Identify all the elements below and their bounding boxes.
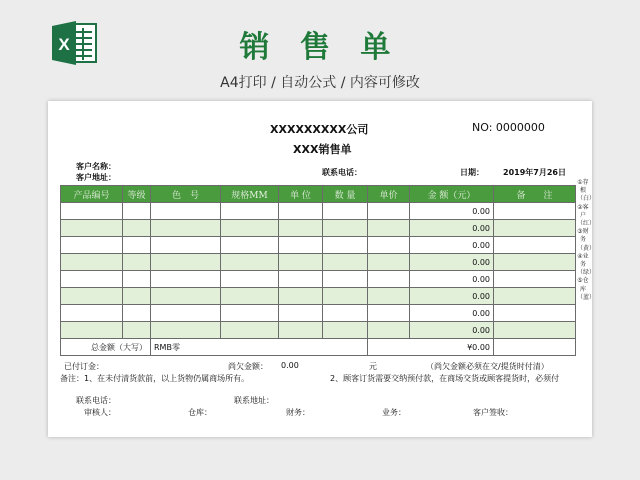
total-row	[61, 339, 576, 356]
table-row	[61, 254, 576, 271]
table-header-row	[61, 186, 576, 203]
cell[interactable]	[323, 220, 368, 237]
cell[interactable]	[279, 322, 323, 339]
owed-amount-value[interactable]: 0.00	[281, 361, 299, 370]
cell[interactable]	[279, 305, 323, 322]
header-color-number: 色 号	[151, 186, 221, 203]
amount-cell[interactable]: 0.00	[410, 237, 494, 254]
business-label: 业务：	[382, 408, 406, 417]
cell[interactable]	[61, 271, 123, 288]
table-row	[61, 203, 576, 220]
cell[interactable]	[494, 203, 576, 220]
table-row	[61, 237, 576, 254]
cell[interactable]	[279, 203, 323, 220]
cell[interactable]	[151, 271, 221, 288]
cell[interactable]	[61, 254, 123, 271]
cell[interactable]	[323, 288, 368, 305]
cell[interactable]	[123, 322, 151, 339]
cell[interactable]	[368, 305, 410, 322]
customer-signature-label: 客户签收：	[473, 408, 513, 417]
cell[interactable]	[323, 203, 368, 220]
amount-cell[interactable]: 0.00	[410, 322, 494, 339]
cell[interactable]	[279, 271, 323, 288]
cell[interactable]	[151, 288, 221, 305]
customer-address-label: 客户地址：	[76, 173, 116, 182]
amount-cell[interactable]: 0.00	[410, 271, 494, 288]
contact-phone-label: 联系电话：	[322, 168, 362, 177]
cell[interactable]	[323, 254, 368, 271]
footer-phone-label: 联系电话：	[76, 396, 116, 405]
cell[interactable]	[151, 254, 221, 271]
invoice-sheet	[48, 101, 596, 437]
header-quantity: 数 量	[323, 186, 368, 203]
cell[interactable]	[221, 220, 279, 237]
warehouse-label: 仓库：	[188, 408, 212, 417]
customer-name-label: 客户名称：	[76, 162, 116, 171]
remark-1: 备注：1、在未付清货款前，以上货物仍属商场所有。	[60, 374, 250, 383]
cell[interactable]	[368, 271, 410, 288]
remark-2: 2、顾客订货需要交纳预付款，在商场交货或顾客提货时，必须付	[330, 374, 560, 383]
cell[interactable]	[323, 237, 368, 254]
owed-amount-label: 尚欠金额：	[228, 362, 268, 371]
header-product-code: 产品编号	[61, 186, 123, 203]
amount-cell[interactable]: 0.00	[410, 305, 494, 322]
header-remarks: 备 注	[494, 186, 576, 203]
cell[interactable]	[61, 237, 123, 254]
cell[interactable]	[123, 305, 151, 322]
cell[interactable]	[151, 203, 221, 220]
total-amount-label: 总金额（大写）	[61, 339, 151, 356]
total-amount-words[interactable]: RMB零	[151, 339, 368, 356]
cell[interactable]	[494, 305, 576, 322]
table-row	[61, 271, 576, 288]
cell[interactable]	[151, 322, 221, 339]
table-row	[61, 305, 576, 322]
total-amount-value[interactable]: ¥0.00	[368, 339, 494, 356]
cell[interactable]	[221, 322, 279, 339]
cell[interactable]	[123, 254, 151, 271]
header-spec: 规格MM	[221, 186, 279, 203]
deposit-label: 已付订金：	[64, 362, 104, 371]
cell[interactable]	[61, 322, 123, 339]
cell[interactable]	[279, 288, 323, 305]
cell[interactable]	[221, 254, 279, 271]
cell[interactable]	[221, 237, 279, 254]
product-table	[60, 185, 576, 356]
cell[interactable]	[151, 220, 221, 237]
cell[interactable]	[123, 237, 151, 254]
cell[interactable]	[279, 237, 323, 254]
cell[interactable]	[221, 203, 279, 220]
table-row	[61, 288, 576, 305]
table-row	[61, 220, 576, 237]
finance-label: 财务：	[286, 408, 310, 417]
cell[interactable]	[151, 305, 221, 322]
cell[interactable]	[221, 271, 279, 288]
cell[interactable]	[494, 271, 576, 288]
cell[interactable]	[323, 322, 368, 339]
cell[interactable]	[61, 203, 123, 220]
amount-cell[interactable]: 0.00	[410, 288, 494, 305]
cell[interactable]	[123, 220, 151, 237]
cell[interactable]	[123, 203, 151, 220]
svg-text:X: X	[58, 35, 70, 54]
company-name[interactable]: XXXXXXXXX公司	[270, 123, 369, 136]
auditor-label: 审核人：	[84, 408, 116, 417]
cell[interactable]	[368, 288, 410, 305]
header-grade: 等级	[123, 186, 151, 203]
cell[interactable]	[61, 305, 123, 322]
amount-cell[interactable]: 0.00	[410, 203, 494, 220]
header-unit: 单 位	[279, 186, 323, 203]
header-amount: 金 额（元）	[410, 186, 494, 203]
cell[interactable]	[494, 322, 576, 339]
currency-unit: 元	[369, 362, 377, 371]
cell[interactable]	[279, 254, 323, 271]
cell[interactable]	[279, 220, 323, 237]
cell[interactable]	[221, 288, 279, 305]
cell[interactable]	[494, 339, 576, 356]
cell[interactable]	[368, 203, 410, 220]
cell[interactable]	[368, 220, 410, 237]
cell[interactable]	[368, 254, 410, 271]
header-unit-price: 单价	[368, 186, 410, 203]
cell[interactable]	[123, 271, 151, 288]
cell[interactable]	[494, 254, 576, 271]
form-title[interactable]: XXX销售单	[293, 143, 352, 156]
cell[interactable]	[494, 220, 576, 237]
copy-distribution-text: ①存根（白）②客户（红）③财务（黄）④业务（绿）⑤仓库（蓝）	[577, 179, 596, 301]
cell[interactable]	[323, 305, 368, 322]
cell[interactable]	[494, 237, 576, 254]
cell[interactable]	[123, 288, 151, 305]
owed-note: （尚欠金额必须在交/提货时付清）	[426, 362, 549, 371]
cell[interactable]	[368, 237, 410, 254]
table-row	[61, 322, 576, 339]
amount-cell[interactable]: 0.00	[410, 220, 494, 237]
cell[interactable]	[368, 322, 410, 339]
cell[interactable]	[151, 237, 221, 254]
date-label: 日期：	[460, 168, 484, 177]
cell[interactable]	[323, 271, 368, 288]
cell[interactable]	[61, 288, 123, 305]
invoice-number[interactable]: NO: 0000000	[472, 121, 545, 134]
cell[interactable]	[221, 305, 279, 322]
date-value[interactable]: 2019年7月26日	[503, 168, 566, 177]
page-title: 销 售 单	[239, 30, 401, 65]
amount-cell[interactable]: 0.00	[410, 254, 494, 271]
footer-address-label: 联系地址：	[234, 396, 274, 405]
page-subtitle: A4打印 / 自动公式 / 内容可修改	[220, 75, 420, 91]
cell[interactable]	[61, 220, 123, 237]
cell[interactable]	[494, 288, 576, 305]
